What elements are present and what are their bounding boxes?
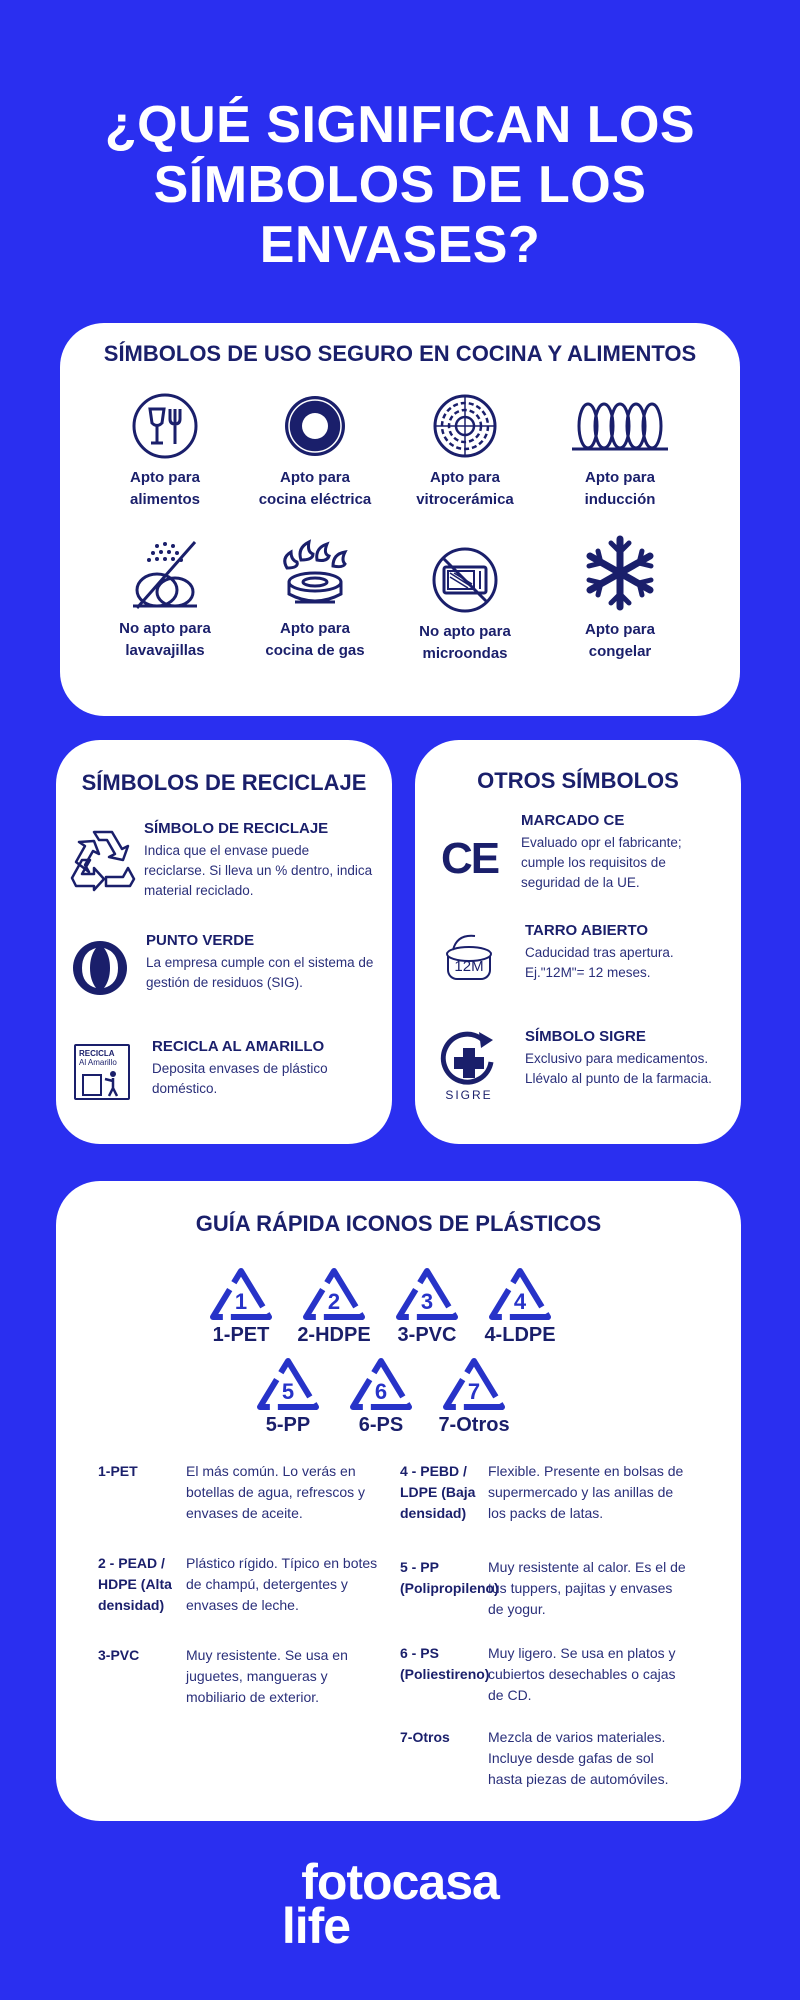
plastic-code-number: 7	[467, 1379, 481, 1404]
kitchen-item-microwave	[390, 545, 540, 665]
sigre-icon	[437, 1030, 501, 1110]
other-heading: OTROS SÍMBOLOS	[477, 768, 679, 793]
plastic-code-number: 5	[281, 1379, 295, 1404]
no-dishwasher-icon	[127, 538, 203, 612]
plastic-code-6-icon	[353, 1361, 409, 1436]
green-dot-icon	[72, 940, 128, 996]
ce-mark-icon: CE	[441, 834, 499, 883]
sigre-label: SIGRE	[445, 1088, 493, 1102]
induction-coil-icon	[570, 391, 670, 461]
other-item	[433, 812, 733, 912]
plastic-code-number: 6	[374, 1379, 388, 1404]
plastic-codes-panel	[196, 1259, 616, 1449]
logo-line-2: life	[281, 1898, 351, 1954]
title-line-2: SÍMBOLOS DE LOS	[153, 156, 647, 214]
kitchen-item-label: Apto para congelar	[584, 621, 655, 660]
plastics-right-column	[400, 1461, 720, 1801]
kitchen-item-ceramic	[390, 391, 540, 511]
recycling-item-title: RECICLA AL AMARILLO	[152, 1038, 325, 1055]
plastic-code-1-icon	[213, 1271, 270, 1346]
person-bin-icon	[79, 1069, 127, 1097]
other-symbols-card	[415, 740, 741, 1144]
plastic-code-7-icon	[438, 1361, 509, 1436]
badge-line-2: Al Amarillo	[79, 1058, 117, 1067]
page-title	[60, 95, 740, 275]
no-microwave-icon	[430, 545, 500, 615]
other-item	[433, 922, 733, 1022]
plastic-code-label: 1-PET	[212, 1324, 270, 1346]
badge-line-1: RECICLA	[79, 1049, 115, 1058]
ceramic-hob-icon	[430, 391, 500, 461]
plastic-code-label: 5-PP	[265, 1414, 311, 1436]
plastic-code: 5 - PP (Polipropileno)	[400, 1559, 499, 1596]
plastic-code: 4 - PEBD / LDPE (Baja densidad)	[400, 1463, 476, 1521]
recycling-item	[66, 932, 382, 1022]
other-item-text: Caducidad tras apertura. Ej."12M"= 12 meses.	[525, 945, 674, 980]
gas-burner-icon	[275, 538, 355, 612]
sigre-cross-icon	[437, 1030, 501, 1088]
plastic-code: 6 - PS (Poliestireno)	[400, 1645, 490, 1682]
recycling-item	[66, 1038, 382, 1118]
recycle-arrows-icon	[68, 826, 138, 892]
plastic-desc: Muy resistente. Se usa en juguetes, mangueras y mobiliario de exterior.	[186, 1647, 348, 1705]
recycling-item-title: SÍMBOLO DE RECICLAJE	[144, 820, 329, 837]
plastic-code-3-icon	[398, 1271, 457, 1346]
kitchen-item-label: Apto para vitrocerámica	[416, 469, 514, 508]
title-line-3: ENVASES?	[259, 216, 541, 274]
kitchen-symbols-card	[60, 323, 740, 716]
jar-label: 12M	[447, 956, 491, 980]
plastic-code-label: 7-Otros	[438, 1414, 510, 1436]
open-jar-icon	[439, 930, 499, 990]
kitchen-item-gas	[240, 538, 390, 662]
plastic-code-label: 2-HDPE	[297, 1324, 371, 1346]
plastic-desc: Plástico rígido. Típico en botes de champú, detergentes y envases de leche.	[186, 1555, 378, 1613]
kitchen-item-label: No apto para lavavajillas	[119, 620, 211, 659]
plastic-code: 2 - PEAD / HDPE (Alta densidad)	[98, 1555, 172, 1613]
kitchen-item-freezer	[545, 533, 695, 663]
recycling-item-text: Deposita envases de plástico doméstico.	[152, 1061, 328, 1096]
plastic-code-2-icon	[297, 1271, 370, 1346]
kitchen-item-label: No apto para microondas	[419, 623, 511, 662]
recycling-heading: SÍMBOLOS DE RECICLAJE	[81, 770, 367, 795]
plastic-code-label: 4-LDPE	[484, 1324, 556, 1346]
plastics-heading: GUÍA RÁPIDA ICONOS DE PLÁSTICOS	[195, 1211, 602, 1236]
plastic-desc: Flexible. Presente en bolsas de supermercado y las anillas de los packs de latas.	[488, 1463, 684, 1521]
kitchen-item-induction	[545, 391, 695, 511]
kitchen-heading: SÍMBOLOS DE USO SEGURO EN COCINA Y ALIMENTOS	[103, 341, 697, 366]
plastic-code-5-icon	[260, 1361, 316, 1436]
other-item-title: TARRO ABIERTO	[525, 922, 649, 939]
kitchen-item-food	[90, 391, 240, 511]
fotocasa-life-logo	[0, 1854, 800, 1954]
yellow-bin-icon	[74, 1044, 130, 1100]
logo-line-1: fotocasa	[301, 1854, 499, 1910]
fork-glass-icon	[130, 391, 200, 461]
recycling-card	[56, 740, 392, 1144]
recycling-item-text: La empresa cumple con el sistema de gestión de residuos (SIG).	[146, 955, 374, 990]
plastic-desc: El más común. Lo verás en botellas de agua, refrescos y envases de aceite.	[186, 1463, 365, 1521]
plastic-code-number: 1	[234, 1289, 248, 1314]
other-item-text: Exclusivo para medicamentos. Llévalo al punto de la farmacia.	[525, 1051, 712, 1086]
plastic-desc: Muy ligero. Se usa en platos y cubiertos desechables o cajas de CD.	[488, 1645, 676, 1703]
plastic-code: 3-PVC	[98, 1647, 140, 1663]
electric-hob-icon	[280, 391, 350, 461]
recycling-item	[66, 820, 382, 930]
plastic-code-label: 6-PS	[358, 1414, 404, 1436]
plastic-code-number: 3	[420, 1289, 434, 1314]
plastic-code: 1-PET	[98, 1463, 138, 1479]
kitchen-item-label: Apto para cocina de gas	[265, 620, 365, 659]
plastic-code-number: 2	[327, 1289, 341, 1314]
plastic-desc: Mezcla de varios materiales. Incluye desde gafas de sol hasta piezas de automóviles.	[488, 1729, 669, 1787]
plastic-code-number: 4	[513, 1289, 527, 1314]
kitchen-item-dishwasher	[90, 538, 240, 662]
plastic-code-4-icon	[484, 1271, 555, 1346]
plastic-code: 7-Otros	[400, 1729, 450, 1745]
title-line-1: ¿QUÉ SIGNIFICAN LOS	[104, 96, 696, 154]
kitchen-item-label: Apto para cocina eléctrica	[258, 469, 372, 508]
plastics-left-column	[98, 1461, 388, 1801]
kitchen-item-electric	[240, 391, 390, 511]
kitchen-item-label: Apto para inducción	[584, 469, 656, 508]
plastics-guide-card	[56, 1181, 741, 1821]
other-item	[433, 1028, 733, 1128]
other-item-title: MARCADO CE	[521, 812, 625, 829]
plastic-desc: Muy resistente al calor. Es el de tus tuppers, pajitas y envases de yogur.	[488, 1559, 686, 1617]
snowflake-icon	[581, 533, 659, 613]
other-item-title: SÍMBOLO SIGRE	[525, 1028, 646, 1045]
recycling-item-text: Indica que el envase puede reciclarse. Si lleva un % dentro, indica material reciclado.	[144, 843, 373, 898]
recycling-item-title: PUNTO VERDE	[146, 932, 255, 949]
other-item-text: Evaluado opr el fabricante; cumple los requisitos de seguridad de la UE.	[521, 835, 682, 890]
kitchen-item-label: Apto para alimentos	[129, 469, 201, 508]
plastic-code-label: 3-PVC	[397, 1324, 457, 1346]
